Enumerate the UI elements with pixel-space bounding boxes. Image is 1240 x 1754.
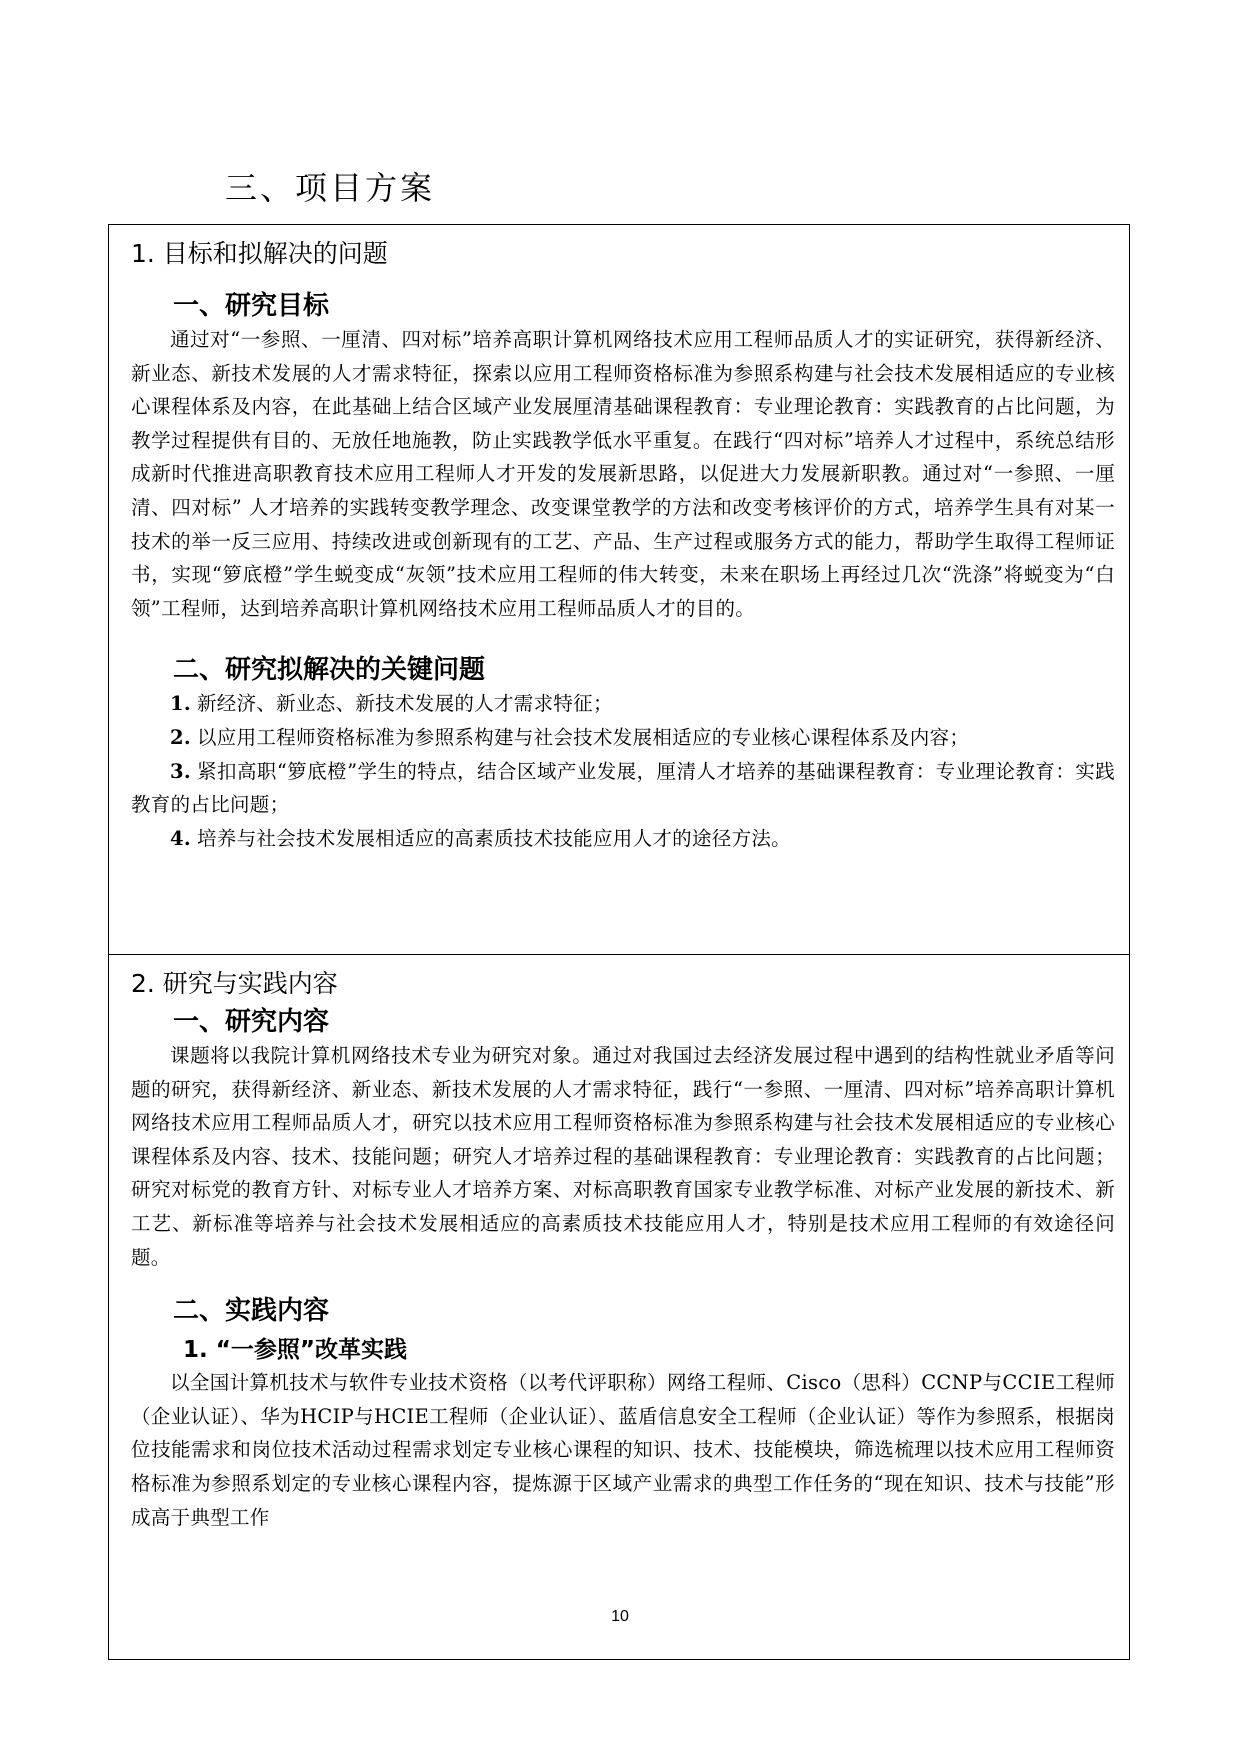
page-heading: 三、项目方案 bbox=[225, 169, 436, 207]
page-number: 10 bbox=[611, 1608, 629, 1625]
section-2-title: 2. 研究与实践内容 bbox=[131, 969, 338, 998]
research-content-heading: 一、研究内容 bbox=[173, 1007, 330, 1037]
section-content-cell bbox=[109, 955, 1129, 1659]
key-problems-list bbox=[131, 687, 1115, 855]
key-problem-item: 2. 以应用工程师资格标准为参照系构建与社会技术发展相适应的专业核心课程体系及内容； bbox=[170, 725, 970, 749]
research-content-paragraph: 课题将以我院计算机网络技术专业为研究对象。通过对我国过去经济发展过程中遇到的结构性就业矛盾等问题的研究，获得新经济、新业态、新技术发展的人才需求特征，践行“一参照、一厘清、四对标”培养高职计算机网络技术应用工程师品质人才，研究以技术应用工程师资格标准为参照系构建与社会技术发展相适应的专业核心课程体系及内容、技术、技能问题；研究人才培养过程的基础课程教育：专业理论教育：实践教育的占比问题；研究对标党的教育方针、对标专业人才培养方案、对标高职教育国家专业教学标准、对标产业发展的新技术、新工艺、新标准等培养与社会技术发展相适应的高素质技术技能应用人才，特别是技术应用工程师的有效途径问题。 bbox=[131, 1044, 1115, 1269]
practice-content-heading: 二、实践内容 bbox=[173, 1296, 330, 1327]
research-goal-paragraph: 通过对“一参照、一厘清、四对标”培养高职计算机网络技术应用工程师品质人才的实证研究，获得新经济、新业态、新技术发展的人才需求特征，探索以应用工程师资格标准为参照系构建与社会技术发展相适应的专业核心课程体系及内容，在此基础上结合区域产业发展厘清基础课程教育：专业理论教育：实践教育的占比问题，为教学过程提供有目的、无放任地施教，防止实践教学低水平重复。在践行“四对标”培养人才过程中，系统总结形成新时代推进高职教育技术应用工程师人才开发的发展新思路，以促进大力发展新职教。通过对“一参照、一厘清、四对标” 人才培养的实践转变教学理念、改变课堂教学的方法和改变考核评价的方式，培养学生具有对某一技术的举一反三应用、持续改进或创新现有的工艺、产品、生产过程或服务方式的能力，帮助学生取得工程师证书，实现“箩底橙”学生蜕变成“灰领”技术应用工程师的伟大转变，未来在职场上再经过几次“洗涤”将蜕变为“白领”工程师，达到培养高职计算机网络技术应用工程师品质人才的目的。 bbox=[131, 328, 1115, 620]
project-plan-table bbox=[108, 224, 1130, 1660]
key-problem-item: 3. 紧扣高职“箩底橙”学生的特点，结合区域产业发展，厘清人才培养的基础课程教育：专业理论教育：实践教育的占比问题； bbox=[131, 759, 1115, 817]
practice-subheading: 1. “一参照”改革实践 bbox=[183, 1337, 407, 1364]
key-problem-item: 1. 新经济、新业态、新技术发展的人才需求特征； bbox=[170, 692, 613, 716]
practice-paragraph: 以全国计算机技术与软件专业技术资格（以考代评职称）网络工程师、Cisco（思科）CCNP与CCIE工程师（企业认证）、华为HCIP与HCIE工程师（企业认证）、蓝盾信息安全工程师（企业认证）等作为参照系，根据岗位技能需求和岗位技术活动过程需求划定专业核心课程的知识、技术、技能模块，筛选梳理以技术应用工程师资格标准为参照系划定的专业核心课程内容，提炼源于区域产业需求的典型工作任务的“现在知识、技术与技能”形成高于典型工作 bbox=[131, 1371, 1115, 1529]
key-problem-item: 4. 培养与社会技术发展相适应的高素质技术技能应用人才的途径方法。 bbox=[170, 826, 791, 850]
section-1-title: 1. 目标和拟解决的问题 bbox=[131, 239, 388, 268]
key-problems-heading: 二、研究拟解决的关键问题 bbox=[173, 655, 486, 686]
section-goals-cell bbox=[109, 225, 1129, 955]
research-goal-heading: 一、研究目标 bbox=[173, 291, 330, 321]
